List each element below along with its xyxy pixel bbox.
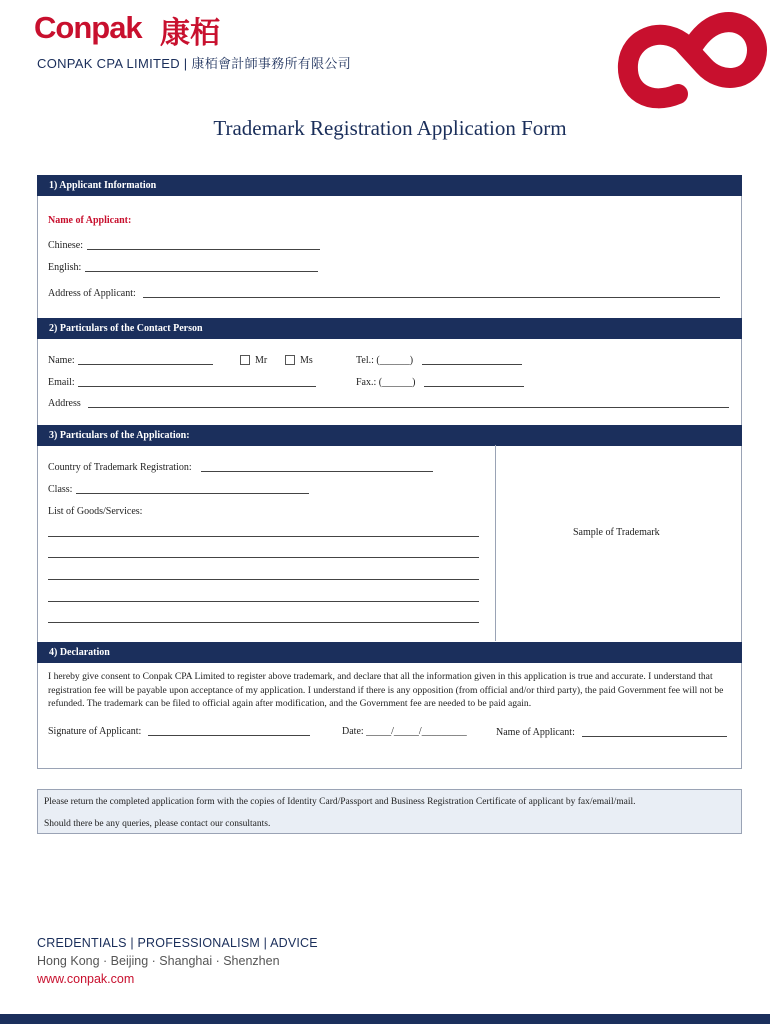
class-field[interactable]	[76, 493, 309, 494]
company-name: CONPAK CPA LIMITED | 康栢會計師事務所有限公司	[37, 56, 351, 71]
form-title: Trademark Registration Application Form	[213, 116, 567, 140]
goods-services-line[interactable]	[48, 557, 479, 558]
queries-line: Should there be any queries, please contact our consultants.	[44, 819, 271, 829]
english-name-label: English:	[48, 262, 82, 273]
country-label: Country of Trademark Registration:	[48, 462, 192, 473]
declaration-text: I hereby give consent to Conpak CPA Limited to register above trademark, and declare that all the information given in this application is true and accurate. I understand that registration fee will be payable upon acceptance of my application. I understand if there is any opposition (from official and/or third party), the paid Government fee will not be refunded. The trademark can be filed to official again after modification, and the Government fee are needed to be paid again.	[48, 671, 724, 709]
footer-bar	[0, 1014, 770, 1024]
declaration-name-label: Name of Applicant:	[496, 727, 575, 738]
contact-address-label: Address	[48, 398, 81, 409]
applicant-address-label: Address of Applicant:	[48, 288, 136, 299]
goods-services-line[interactable]	[48, 601, 479, 602]
fax-label: Fax.: (______)	[356, 377, 416, 388]
logo-wordmark: Conpak	[34, 10, 142, 45]
section-application-heading: 3) Particulars of the Application:	[37, 425, 742, 446]
signature-label: Signature of Applicant:	[48, 726, 142, 737]
applicant-address-field[interactable]	[143, 297, 720, 298]
ms-checkbox[interactable]	[285, 355, 295, 365]
fax-field[interactable]	[424, 386, 524, 387]
country-field[interactable]	[201, 471, 433, 472]
mr-label: Mr	[255, 355, 268, 366]
tel-label: Tel.: (______)	[356, 355, 414, 366]
english-name-field[interactable]	[85, 271, 318, 272]
signature-field[interactable]	[148, 735, 310, 736]
footer-locations: Hong Kong · Beijing · Shanghai · Shenzhen	[37, 954, 280, 968]
sample-divider	[495, 445, 496, 641]
name-of-applicant-heading: Name of Applicant:	[48, 215, 132, 226]
tel-field[interactable]	[422, 364, 522, 365]
contact-email-label: Email:	[48, 377, 75, 388]
conpak-emblem-icon	[608, 2, 770, 120]
contact-name-label: Name:	[48, 355, 75, 366]
contact-email-field[interactable]	[78, 386, 316, 387]
footer-website-link[interactable]: www.conpak.com	[37, 972, 135, 986]
goods-services-label: List of Goods/Services:	[48, 506, 143, 517]
section-contact-heading: 2) Particulars of the Contact Person	[37, 318, 742, 339]
section-applicant-heading: 1) Applicant Information	[37, 175, 742, 196]
class-label: Class:	[48, 484, 73, 495]
mr-checkbox[interactable]	[240, 355, 250, 365]
goods-services-line[interactable]	[48, 622, 479, 623]
return-instructions-box	[37, 789, 742, 834]
footer-tagline: CREDENTIALS | PROFESSIONALISM | ADVICE	[37, 936, 318, 950]
chinese-name-label: Chinese:	[48, 240, 83, 251]
logo-chinese-wordmark: 康栢	[160, 16, 220, 51]
return-instructions-line: Please return the completed application form with the copies of Identity Card/Passport and Business Registration Certificate of applicant by fax/email/mail.	[44, 797, 636, 807]
sample-of-trademark-label: Sample of Trademark	[573, 527, 660, 538]
goods-services-line[interactable]	[48, 579, 479, 580]
chinese-name-field[interactable]	[87, 249, 320, 250]
declaration-name-field[interactable]	[582, 736, 727, 737]
date-field[interactable]: Date: _____/_____/_________	[342, 726, 467, 737]
goods-services-line[interactable]	[48, 536, 479, 537]
contact-address-field[interactable]	[88, 407, 729, 408]
ms-label: Ms	[300, 355, 313, 366]
contact-name-field[interactable]	[78, 364, 213, 365]
section-declaration-heading: 4) Declaration	[37, 642, 742, 663]
